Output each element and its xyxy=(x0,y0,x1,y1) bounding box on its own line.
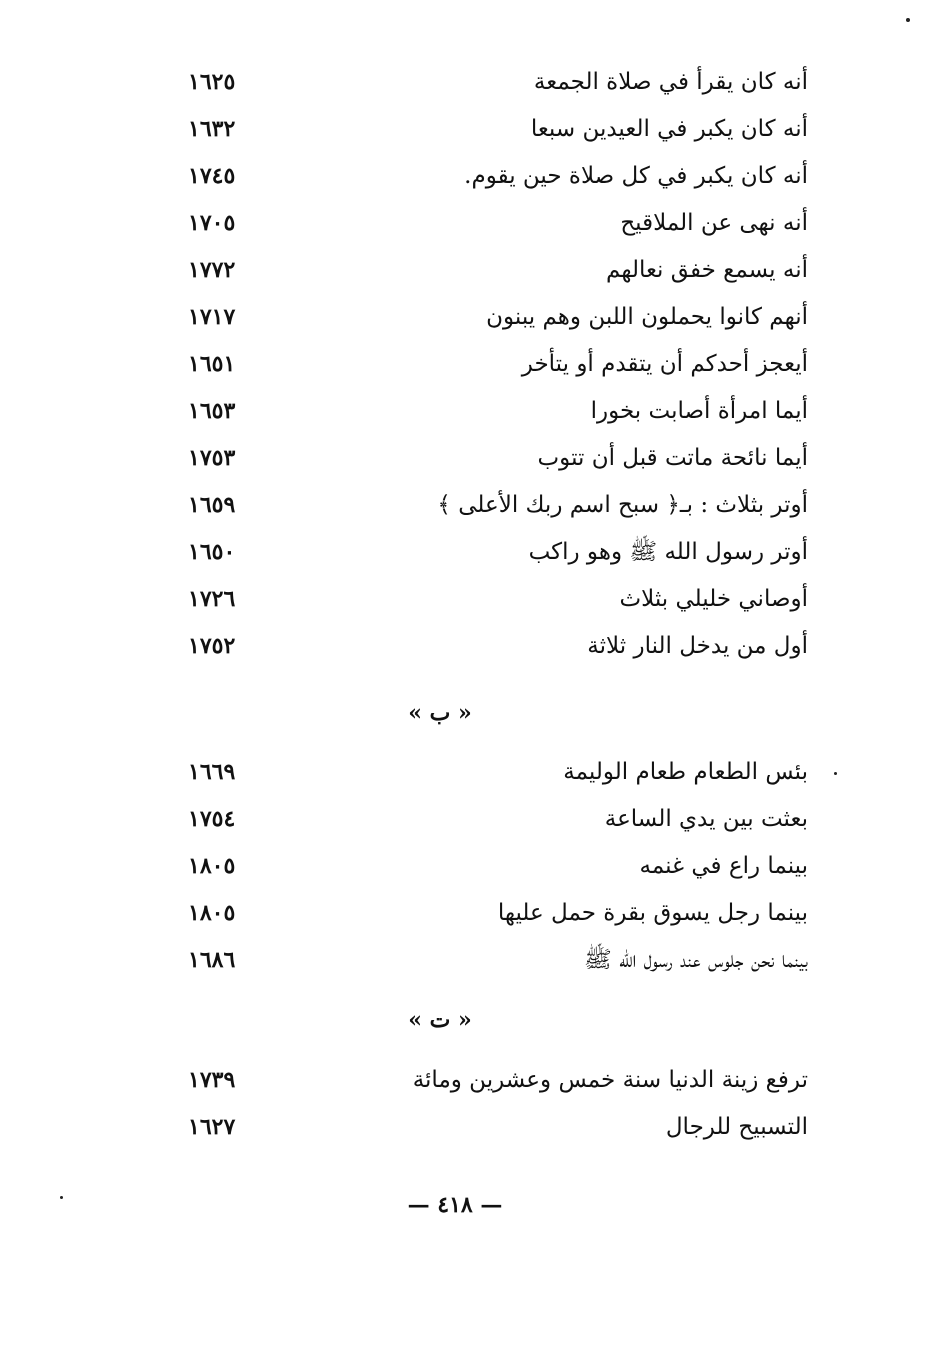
entry-number: ١٧٣٩ xyxy=(188,1067,236,1093)
entry-text: أيما امرأة أصابت بخورا xyxy=(590,398,808,424)
entry-number: ١٦٣٢ xyxy=(188,116,236,142)
index-entry xyxy=(0,579,943,626)
entry-number: ١٦٢٧ xyxy=(188,1114,236,1140)
entry-text: أنهم كانوا يحملون اللبن وهم يبنون xyxy=(486,304,808,330)
index-entry xyxy=(0,532,943,579)
index-entry xyxy=(0,846,943,893)
entry-text: أول من يدخل النار ثلاثة xyxy=(587,633,808,659)
section-heading-ba: « ب » xyxy=(408,700,472,726)
entry-number: ١٧٥٤ xyxy=(188,806,236,832)
index-entry xyxy=(0,250,943,297)
index-entry xyxy=(0,893,943,940)
entry-number: ١٦٦٩ xyxy=(188,759,236,785)
entry-text: أنه نهى عن الملاقيح xyxy=(620,210,808,236)
entry-number: ١٦٢٥ xyxy=(188,69,236,95)
entry-text: التسبيح للرجال xyxy=(665,1114,808,1140)
entry-text: أوصاني خليلي بثلاث xyxy=(619,586,808,612)
index-entry xyxy=(0,752,943,799)
index-entry xyxy=(0,1107,943,1154)
index-entry xyxy=(0,485,943,532)
entry-number: ١٦٥٣ xyxy=(188,398,236,424)
entry-text: أنه كان يقرأ في صلاة الجمعة xyxy=(533,69,808,95)
entry-text: أوتر رسول الله ﷺ وهو راكب xyxy=(528,539,808,565)
index-entry xyxy=(0,799,943,846)
index-entry xyxy=(0,391,943,438)
section-alif xyxy=(0,62,943,673)
entry-number: ١٦٨٦ xyxy=(188,947,236,973)
page-number: — ٤١٨ — xyxy=(407,1192,503,1218)
entry-text: أنه كان يكبر في العيدين سبعا xyxy=(530,116,808,142)
section-heading-ta: « ت » xyxy=(408,1007,472,1033)
entry-number: ١٧٠٥ xyxy=(188,210,236,236)
entry-number: ١٧٥٢ xyxy=(188,633,236,659)
entry-text: بعثت بين يدي الساعة xyxy=(604,806,808,832)
entry-number: ١٧٥٣ xyxy=(188,445,236,471)
entry-number: ١٨٠٥ xyxy=(188,900,236,926)
index-entry xyxy=(0,156,943,203)
index-entry xyxy=(0,626,943,673)
index-entry xyxy=(0,203,943,250)
index-entry xyxy=(0,297,943,344)
entry-number: ١٨٠٥ xyxy=(188,853,236,879)
index-entry xyxy=(0,109,943,156)
index-entry xyxy=(0,344,943,391)
entry-number: ١٧١٧ xyxy=(188,304,236,330)
entry-text: ترفع زينة الدنيا سنة خمس وعشرين ومائة xyxy=(412,1067,808,1093)
entry-number: ١٦٥٠ xyxy=(188,539,236,565)
entry-number: ١٧٤٥ xyxy=(188,163,236,189)
entry-number: ١٧٧٢ xyxy=(188,257,236,283)
index-entry xyxy=(0,940,943,987)
section-ta xyxy=(0,1060,943,1154)
entry-number: ١٦٥١ xyxy=(188,351,236,377)
scan-speck xyxy=(834,772,837,775)
entry-number: ١٧٢٦ xyxy=(188,586,236,612)
scan-speck xyxy=(60,1196,63,1199)
entry-text: بئس الطعام طعام الوليمة xyxy=(563,759,808,785)
entry-text: بينما رجل يسوق بقرة حمل عليها xyxy=(497,900,808,926)
index-entry xyxy=(0,62,943,109)
entry-text: أنه يسمع خفق نعالهم xyxy=(606,257,808,283)
entry-text: أيعجز أحدكم أن يتقدم أو يتأخر xyxy=(521,351,808,377)
entry-text: بينما نحن جلوس عند رسول الله ﷺ xyxy=(584,947,808,973)
section-ba xyxy=(0,752,943,987)
entry-text: أيما نائحة ماتت قبل أن تتوب xyxy=(537,445,808,471)
scan-speck xyxy=(906,18,910,22)
entry-text: أنه كان يكبر في كل صلاة حين يقوم. xyxy=(464,163,808,189)
entry-text: أوتر بثلاث : بـ﴿ سبح اسم ربك الأعلى ﴾ xyxy=(437,492,808,518)
index-entry xyxy=(0,438,943,485)
entry-text: بينما راع في غنمه xyxy=(639,853,808,879)
entry-number: ١٦٥٩ xyxy=(188,492,236,518)
index-entry xyxy=(0,1060,943,1107)
